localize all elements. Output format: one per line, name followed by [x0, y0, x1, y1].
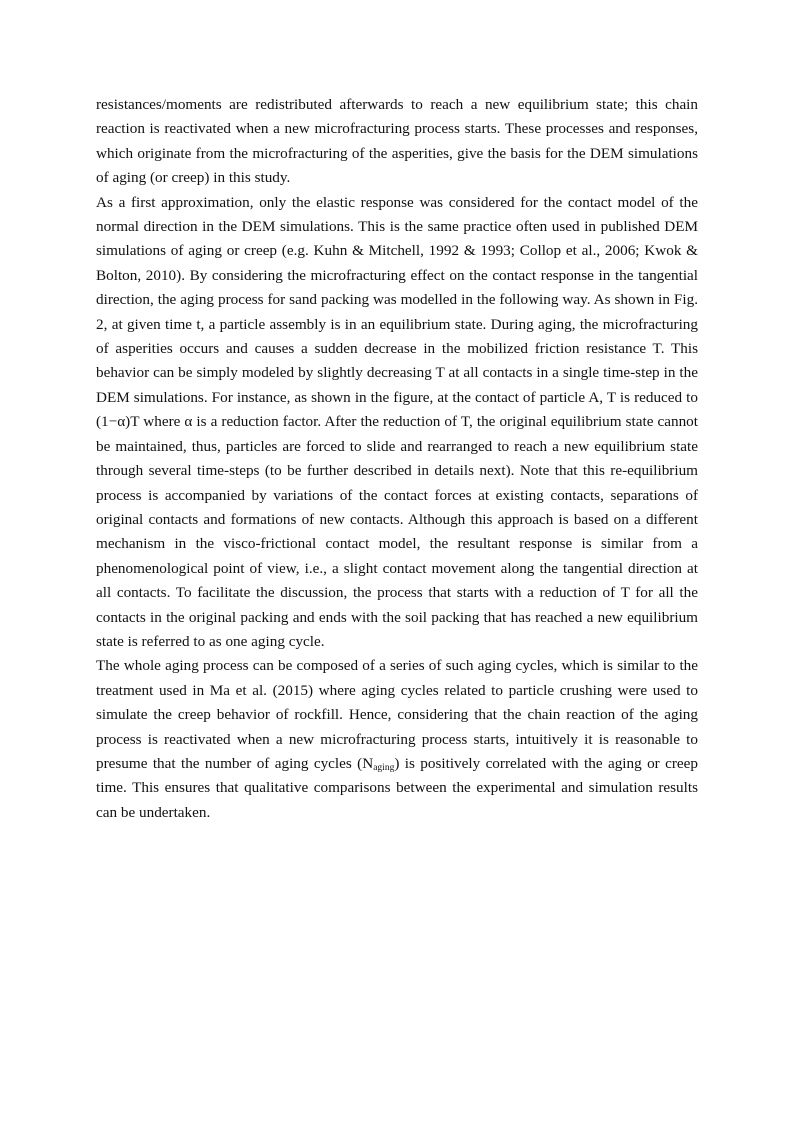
n-aging-symbol-main: N: [362, 754, 374, 772]
paragraph-3-text-end: ) is positively correlated with the aging or creep time. This ensures that qualitative comparisons between the experimental and simulation results can be undertaken.: [96, 754, 698, 821]
page-body: [96, 93, 698, 825]
paragraph-3: [96, 654, 698, 825]
paragraph-1: resistances/moments are redistributed afterwards to reach a new equilibrium state; this chain reaction is reactivated when a new microfracturing process starts. These processes and responses, which originate from the microfracturing of the asperities, give the basis for the DEM simulations of aging (or creep) in this study.: [96, 96, 698, 187]
n-aging-symbol: [362, 755, 394, 772]
paragraph-2: As a first approximation, only the elastic response was considered for the contact model of the normal direction in the DEM simulations. This is the same practice often used in published DEM simulations of aging or creep (e.g. Kuhn & Mitchell, 1992 & 1993; Collop et al., 2006; Kwok & Bolton, 2010). By considering the microfracturing effect on the contact response in the tangential direction, the aging process for sand packing was modelled in the following way. As shown in Fig. 2, at given time t, a particle assembly is in an equilibrium state. During aging, the microfracturing of asperities occurs and causes a sudden decrease in the mobilized friction resistance T. This behavior can be simply modeled by slightly decreasing T at all contacts in a single time-step in the DEM simulations. For instance, as shown in the figure, at the contact of particle A, T is reduced to (1−α)T where α is a reduction factor. After the reduction of T, the original equilibrium state cannot be maintained, thus, particles are forced to slide and rearranged to reach a new equilibrium state through several time-steps (to be further described in details next). Note that this re-equilibrium process is accompanied by variations of the contact forces at existing contacts, separations of original contacts and formations of new contacts. Although this approach is based on a different mechanism in the visco-frictional contact model, the resultant response is similar from a phenomenological point of view, i.e., a slight contact movement along the tangential direction at all contacts. To facilitate the discussion, the process that starts with a reduction of T for all the contacts in the original packing and ends with the soil packing that has reached a new equilibrium state is referred to as one aging cycle.: [96, 193, 698, 650]
n-aging-symbol-subscript: aging: [373, 762, 395, 773]
paragraph-3-text-start: The whole aging process can be composed of a series of such aging cycles, which is similar to the treatment used in Ma et al. (2015) where aging cycles related to particle crushing were used to simulate the creep behavior of rockfill. Hence, considering that the chain reaction of the aging process is reactivated when a new microfracturing process starts, intuitively it is reasonable to presume that the number of aging cycles (: [96, 657, 698, 772]
